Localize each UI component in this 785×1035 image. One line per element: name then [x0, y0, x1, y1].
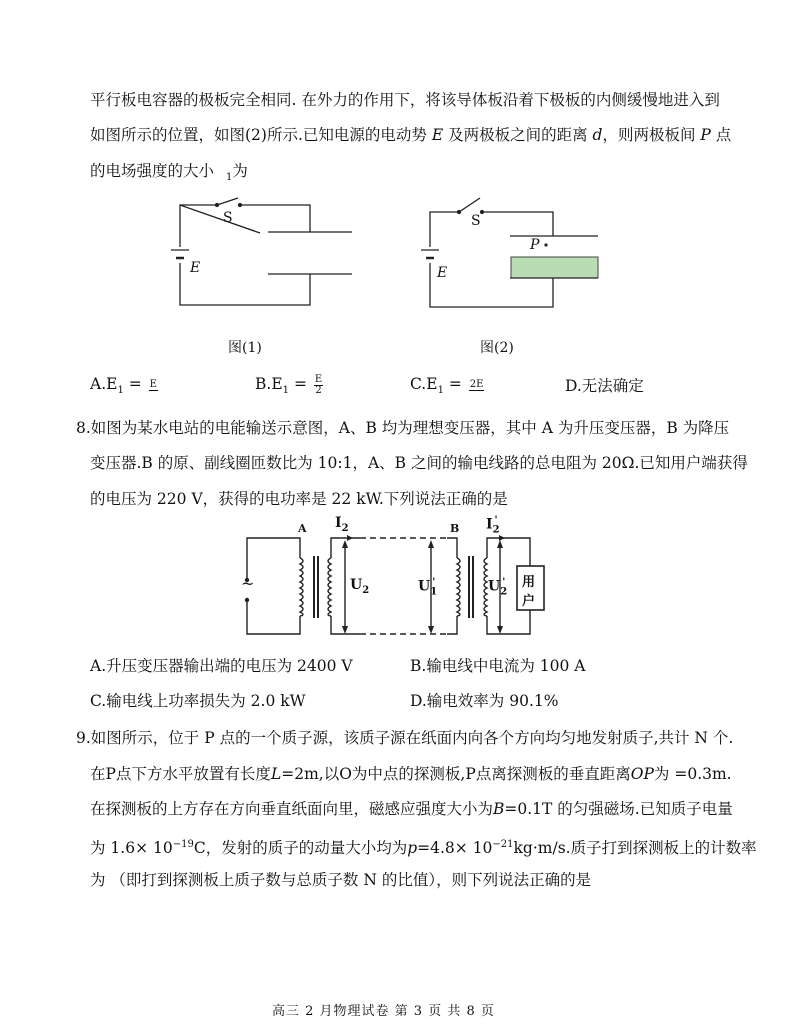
q9-line3: 在探测板的上方存在方向垂直纸面向里，磁感应强度大小为B=0.1T 的匀强磁场.已知质子电量: [90, 800, 733, 818]
fig2-caption: 图(2): [480, 340, 514, 356]
power-transmission-diagram: [235, 518, 555, 643]
q8-line1: 8.如图为某水电站的电能输送示意图，A、B 均为理想变压器，其中 A 为升压变压器，B 为降压: [76, 419, 730, 437]
i2-label: $I_2$: [335, 515, 349, 534]
transformer-a-label: A: [298, 522, 307, 535]
q8-line3: 的电压为 220 V，获得的电功率是 22 kW.下列说法正确的是: [90, 490, 508, 508]
fig1-switch-label: S: [223, 210, 233, 226]
q7-option-b[interactable]: $B.E_1$ = $\frac{E}{2}$: [255, 373, 323, 397]
q8-option-a[interactable]: A.升压变压器输出端的电压为 2400 V: [90, 657, 353, 675]
q8-option-d[interactable]: D.输电效率为 90.1%: [410, 692, 559, 710]
q8-option-b[interactable]: B.输电线中电流为 100 A: [410, 657, 586, 675]
q7-option-c[interactable]: $C.E_1$ = 2E: [410, 375, 484, 397]
load-label-bottom: 户: [522, 594, 536, 609]
q9-line5: 为 （即打到探测板上质子数与总质子数 N 的比值），则下列说法正确的是: [90, 871, 592, 889]
q7-option-d[interactable]: D.无法确定: [565, 377, 644, 395]
fig1-caption: 图(1): [228, 340, 262, 356]
fig2-point-label: P: [530, 237, 540, 253]
figure-1-circuit: [160, 195, 370, 315]
q7-line1: 平行板电容器的极板完全相同. 在外力的作用下，将该导体板沿着下极板的内侧缓慢地进入到: [90, 91, 720, 109]
q7-line3: 的电场强度的大小 $_1$为: [90, 162, 248, 184]
u1-prime-label: $U_1'$: [418, 577, 438, 598]
q9-line2: 在P点下方水平放置有长度L=2m,以O为中点的探测板,P点离探测板的垂直距离OP为 =0.3m.: [90, 765, 732, 783]
fig1-source-label: E: [190, 260, 201, 276]
fig2-source-label: E: [437, 265, 448, 281]
figure-2-circuit: [410, 195, 610, 315]
u2-prime-label: $U_2'$: [488, 577, 508, 598]
q9-line1: 9.如图所示，位于 P 点的一个质子源，该质子源在纸面内向各个方向均匀地发射质子,共计 N 个.: [76, 729, 734, 747]
fig2-switch-label: S: [471, 213, 481, 229]
q7-line2: 如图所示的位置，如图(2)所示.已知电源的电动势 E 及两极板之间的距离 d，则两极板间 P 点: [90, 126, 732, 144]
load-label-top: 用: [522, 575, 536, 590]
q8-line2: 变压器.B 的原、副线圈匝数比为 10:1，A、B 之间的输电线路的总电阻为 20Ω.已知用户端获得: [90, 454, 748, 472]
transformer-b-label: B: [450, 522, 460, 535]
q9-line4: 为 $1.6\times 10^{-19}C$，发射的质子的动量大小均为$p=4.8\times 10^{-21}kg\cdot m/s$.质子打到探测板上的计数率: [90, 839, 757, 858]
q8-option-c[interactable]: C.输电线上功率损失为 2.0 kW: [90, 692, 306, 710]
ac-source-symbol: ~: [241, 574, 255, 593]
u2-label: $U_2$: [350, 577, 370, 596]
page-footer: 高三 2 月物理试卷 第 3 页 共 8 页: [272, 1004, 495, 1019]
q7-option-a[interactable]: $A.E_1$ = E: [90, 375, 157, 397]
i2-prime-label: $I_2'$: [486, 515, 500, 536]
